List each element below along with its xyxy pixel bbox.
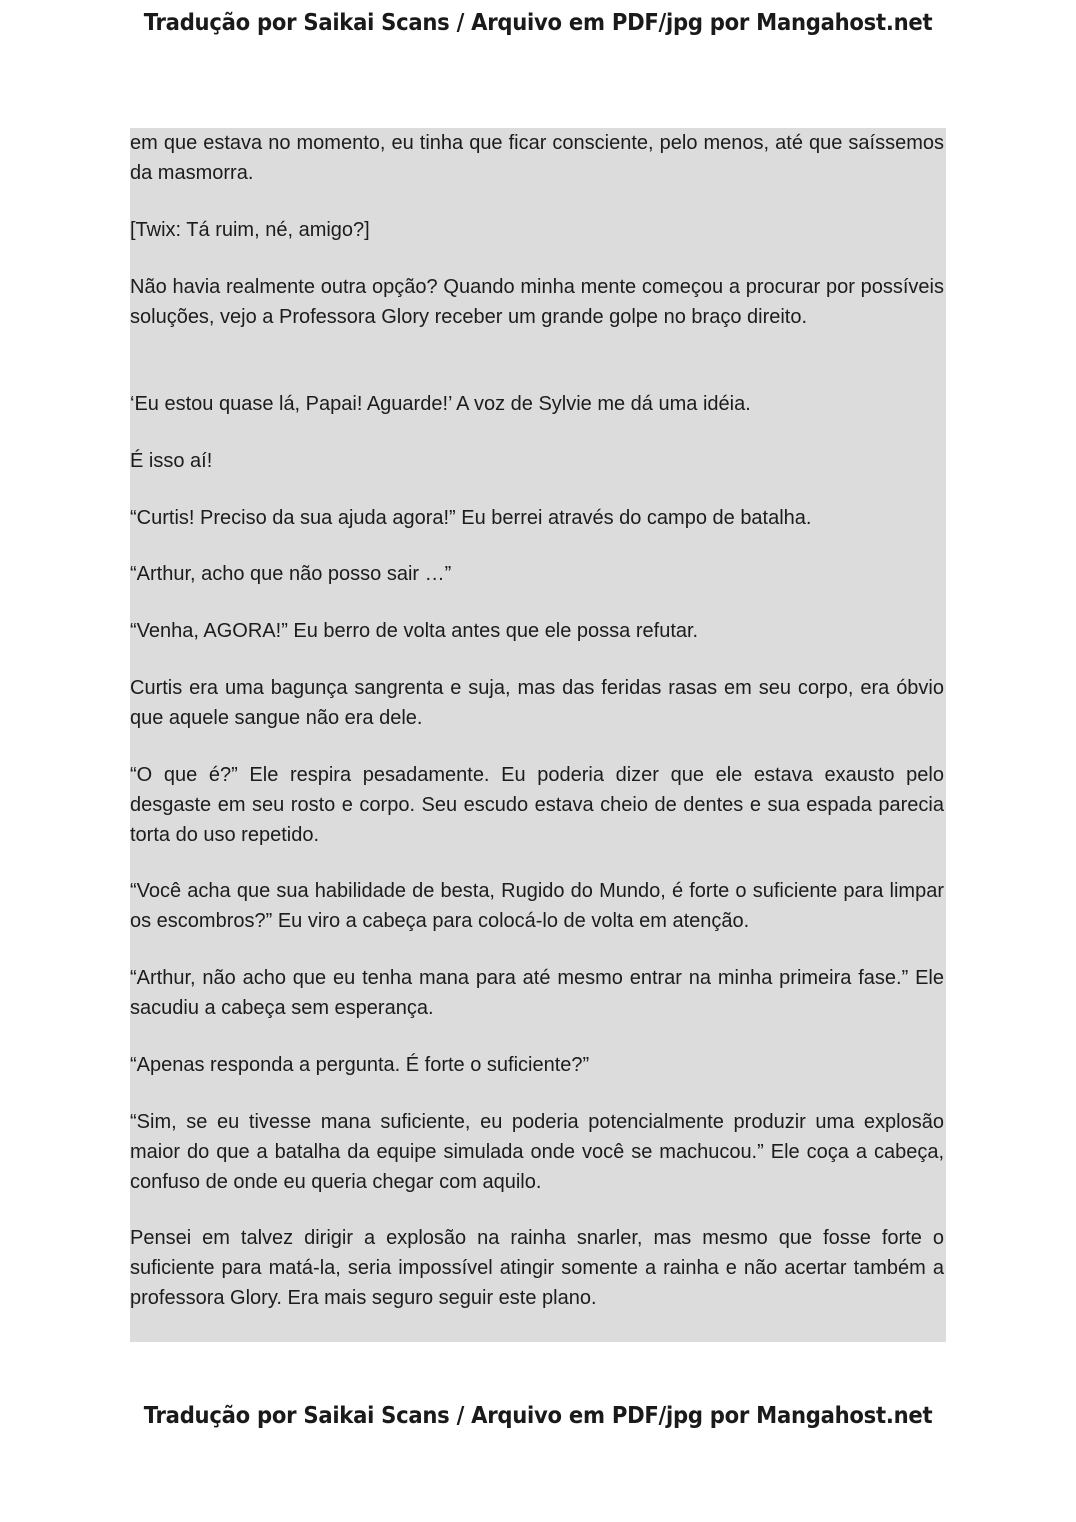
text-block <box>130 128 946 1342</box>
paragraph: “Arthur, acho que não posso sair …” <box>130 563 452 585</box>
paragraph: em que estava no momento, eu tinha que ficar consciente, pelo menos, até que saíssemos da masmorra. <box>130 132 944 184</box>
paragraph: ‘Eu estou quase lá, Papai! Aguarde!’ A voz de Sylvie me dá uma idéia. <box>130 393 751 415</box>
paragraph: [Twix: Tá ruim, né, amigo?] <box>130 219 370 241</box>
paragraph: “Arthur, não acho que eu tenha mana para até mesmo entrar na minha primeira fase.” Ele sacudiu a cabeça sem esperança. <box>130 967 944 1019</box>
paragraph: Curtis era uma bagunça sangrenta e suja, mas das feridas rasas em seu corpo, era óbvio que aquele sangue não era dele. <box>130 677 944 729</box>
paragraph: “Sim, se eu tivesse mana suficiente, eu poderia potencialmente produzir uma explosão maior do que a batalha da equipe simulada onde você se machucou.” Ele coça a cabeça, confuso de onde eu queria chegar com aquilo. <box>130 1111 944 1193</box>
paragraph: “Venha, AGORA!” Eu berro de volta antes que ele possa refutar. <box>130 620 699 642</box>
paragraph: “Você acha que sua habilidade de besta, Rugido do Mundo, é forte o suficiente para limpar os escombros?” Eu viro a cabeça para colocá-lo de volta em atenção. <box>130 880 944 932</box>
paragraph: “Apenas responda a pergunta. É forte o suficiente?” <box>130 1054 590 1076</box>
header-banner: Tradução por Saikai Scans / Arquivo em PDF/jpg por Mangahost.net <box>143 10 933 36</box>
paragraph: “O que é?” Ele respira pesadamente. Eu poderia dizer que ele estava exausto pelo desgaste em seu rosto e corpo. Seu escudo estava cheio de dentes e sua espada parecia torta do uso repetido. <box>130 764 944 846</box>
paragraph: Pensei em talvez dirigir a explosão na rainha snarler, mas mesmo que fosse forte o suficiente para matá-la, seria impossível atingir somente a rainha e não acertar também a professora Glory. Era mais seguro seguir este plano. <box>130 1227 944 1309</box>
paragraph: Não havia realmente outra opção? Quando minha mente começou a procurar por possíveis soluções, vejo a Professora Glory receber um grande golpe no braço direito. <box>130 276 944 328</box>
paragraph: “Curtis! Preciso da sua ajuda agora!” Eu berrei através do campo de batalha. <box>130 507 812 529</box>
paragraph: É isso aí! <box>130 450 213 472</box>
footer-banner: Tradução por Saikai Scans / Arquivo em PDF/jpg por Mangahost.net <box>143 1403 933 1429</box>
